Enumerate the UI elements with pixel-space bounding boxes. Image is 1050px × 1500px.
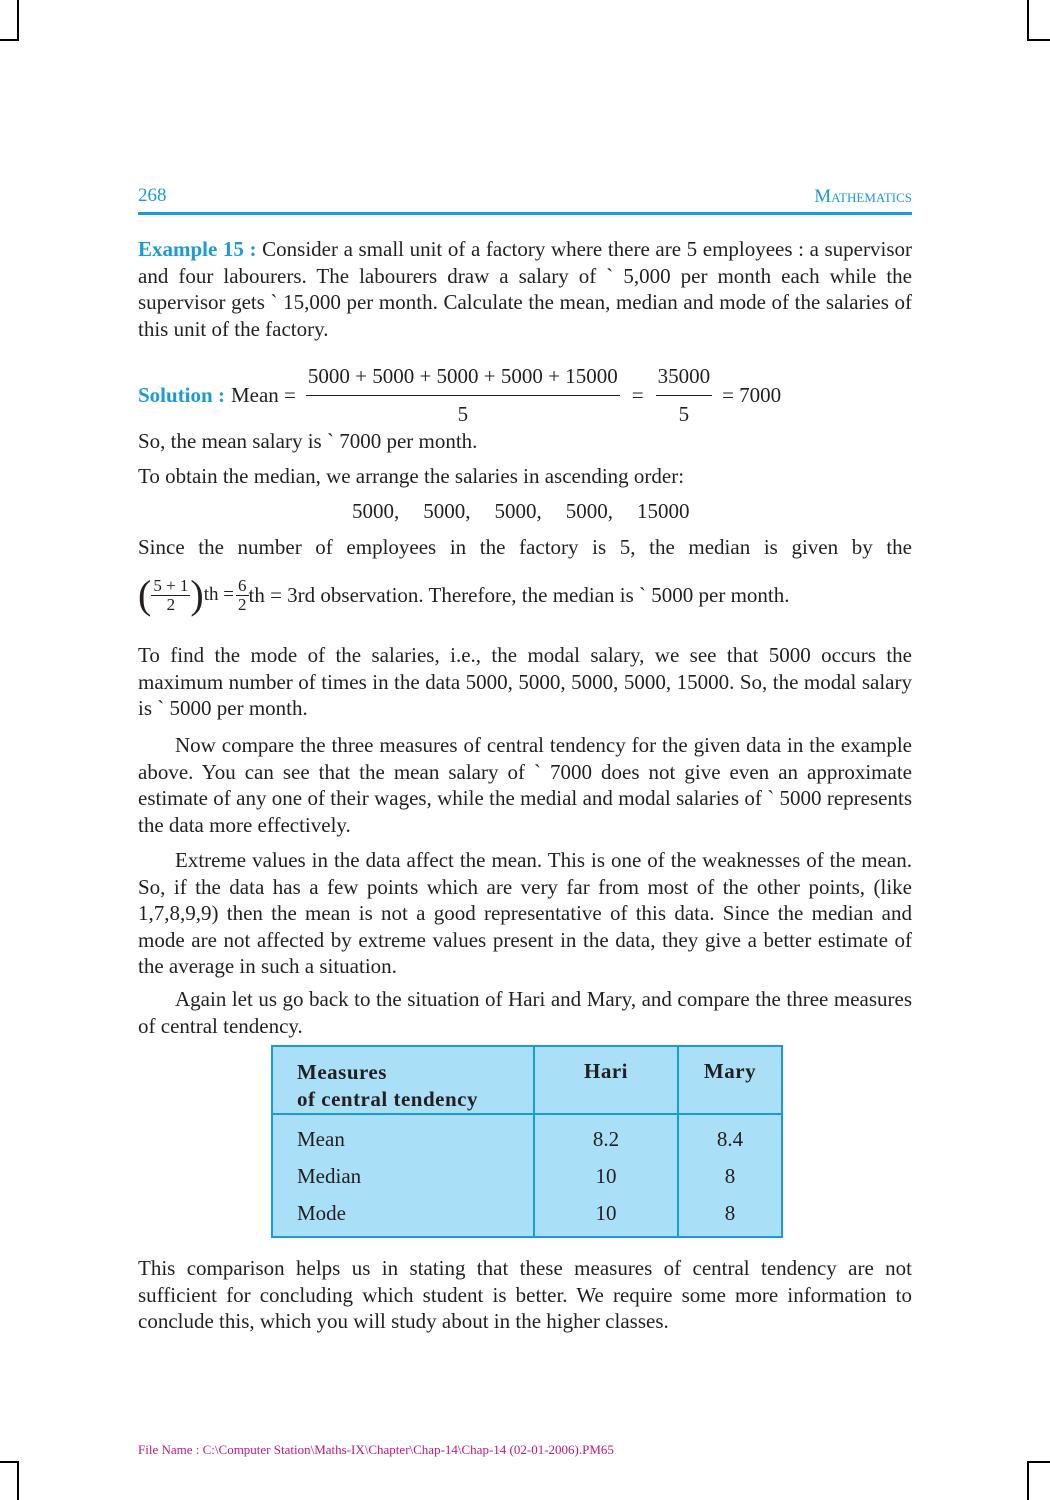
median-given-by: Since the number of employees in the factory is 5, the median is given by the	[138, 535, 912, 559]
crop-mark	[0, 39, 19, 41]
solution-equation	[138, 364, 781, 427]
header-mary: Mary	[678, 1046, 782, 1114]
sum-fraction: $\frac{5000 + 5000 + 5000 + 5000 + 15000}{5}$	[307, 364, 618, 426]
extreme-values-paragraph: Extreme values in the data affect the mean. This is one of the weaknesses of the mean. So, if the data has a few points which are very far from most of the other points, (like 1,7,8,9,9) then the mean is not a good representative of this data. Since the median and mode are not affected by extreme values present in the data, they give a better estimate of the average in such a situation.	[138, 848, 912, 978]
crop-mark	[1027, 1461, 1050, 1463]
crop-mark	[1027, 0, 1029, 40]
solution-label: Solution :	[138, 383, 225, 407]
row-label-median: Median	[297, 1164, 362, 1188]
total-fraction: $\frac{35000}{5}$	[657, 364, 711, 426]
header-rule	[138, 212, 912, 215]
crop-mark	[0, 1461, 19, 1463]
crop-mark	[1027, 39, 1050, 41]
central-tendency-table	[271, 1045, 783, 1238]
table-header-row	[272, 1046, 782, 1114]
median-formula: ( 5 + 1 2 ) th = $\frac{6}{2}$ th = 3rd observation. Therefore, the median is ` 5000 per month.	[138, 572, 790, 617]
hari-mode: 10	[595, 1201, 617, 1225]
row-label-mean: Mean	[297, 1127, 345, 1151]
mary-median: 8	[724, 1164, 736, 1188]
header-measures: Measures of central tendency	[272, 1046, 534, 1114]
running-title: Mathematics	[814, 186, 912, 207]
crop-mark	[17, 1461, 19, 1500]
ordered-salaries: 5000, 5000, 5000, 5000, 15000	[352, 499, 690, 523]
compare-paragraph: Now compare the three measures of central tendency for the given data in the example above. You can see that the mean salary of ` 7000 does not give even an approximate estimate of any one of their wages, while the medial and modal salaries of ` 5000 represents the data more effectively.	[138, 733, 912, 837]
median-intro: To obtain the median, we arrange the salaries in ascending order:	[138, 464, 685, 488]
hari-median: 10	[595, 1164, 617, 1188]
mary-mean: 8.4	[716, 1127, 744, 1151]
mean-statement: So, the mean salary is ` 7000 per month.	[138, 429, 478, 453]
mean-prefix: Mean =	[230, 383, 296, 407]
page-number: 268	[138, 185, 167, 206]
mode-paragraph: To find the mode of the salaries, i.e., the modal salary, we see that 5000 occurs the maximum number of times in the data 5000, 5000, 5000, 5000, 15000. So, the modal salary is ` 5000 per month.	[138, 643, 912, 720]
mean-result: = 7000	[722, 383, 782, 407]
header-hari: Hari	[534, 1046, 678, 1114]
crop-mark	[1027, 1461, 1029, 1500]
hari-mary-paragraph: Again let us go back to the situation of Hari and Mary, and compare the three measures of central tendency.	[138, 987, 912, 1038]
equals: =	[631, 383, 644, 407]
mary-mode: 8	[724, 1201, 736, 1225]
example-label: Example 15 :	[138, 237, 257, 261]
row-label-mode: Mode	[297, 1201, 346, 1225]
example-15	[138, 236, 912, 342]
crop-mark	[17, 0, 19, 40]
footer-file-name: File Name : C:\Computer Station\Maths-IX\Chapter\Chap-14\Chap-14 (02-01-2006).PM65	[138, 1442, 614, 1457]
table-body	[272, 1114, 782, 1237]
hari-mean: 8.2	[592, 1127, 620, 1151]
conclusion-paragraph: This comparison helps us in stating that these measures of central tendency are not sufficient for concluding which student is better. We require some more information to conclude this, which you will study about in the higher classes.	[138, 1256, 912, 1333]
example-text: Consider a small unit of a factory where there are 5 employees : a supervisor and four labourers. The labourers draw a salary of ` 5,000 per month each while the supervisor gets ` 15,000 per month. Calculate the mean, median and mode of the salaries of this unit of the factory.	[138, 237, 912, 341]
